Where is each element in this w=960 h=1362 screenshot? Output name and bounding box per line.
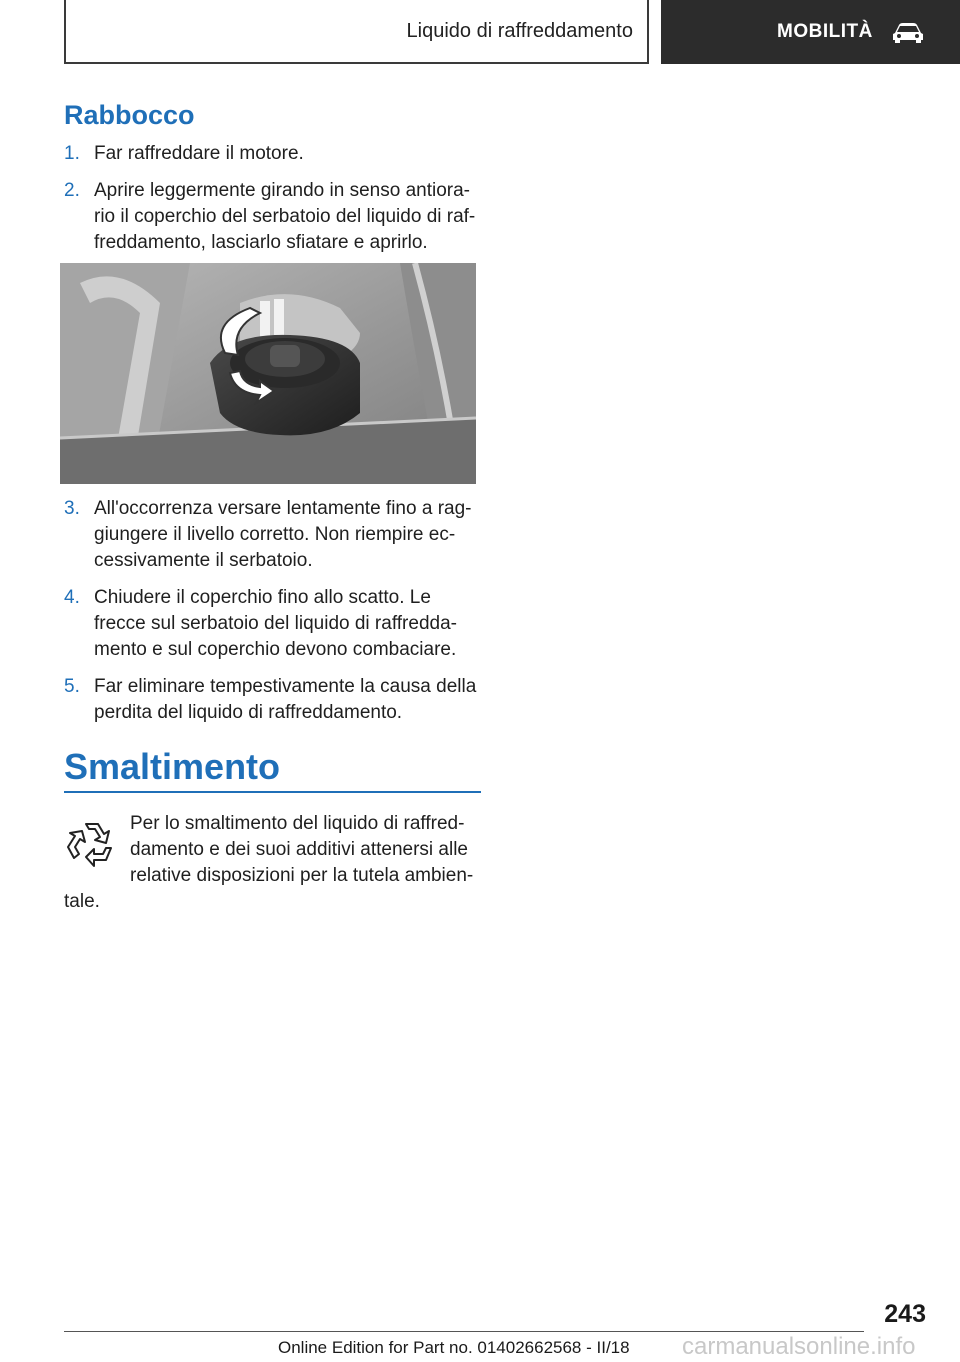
step-text: Aprire leggermente girando in senso antiora- rio il coperchio del serbatoio del liquido di raf- freddamento, lasciarlo sfiatare e aprirlo.	[94, 180, 476, 253]
note-line: tale.	[64, 891, 100, 912]
step-text: Far eliminare tempestivamente la causa della perdita del liquido di raffreddamento.	[94, 676, 477, 723]
steps-list-before	[64, 141, 478, 267]
list-item	[64, 141, 478, 167]
steps-list-after	[64, 496, 478, 737]
step-text: Chiudere il coperchio fino allo scatto. Le frecce sul serbatoio del liquido di raffredda- mento e sul coperchio devono combaciare.	[94, 587, 457, 660]
watermark: carmanualsonline.info	[682, 1333, 916, 1360]
page-number: 243	[884, 1300, 926, 1328]
list-item	[64, 585, 478, 663]
step-number: 2.	[64, 180, 80, 201]
list-item	[64, 674, 478, 726]
footer-divider	[64, 1331, 864, 1332]
heading-divider	[64, 791, 481, 793]
step-number: 4.	[64, 587, 80, 608]
disposal-note	[64, 811, 478, 915]
header-title: Liquido di raffreddamento	[406, 19, 633, 42]
note-line: relative disposizioni per la tutela ambien-	[130, 865, 474, 886]
step-number: 5.	[64, 676, 80, 697]
step-text: Far raffreddare il motore.	[94, 143, 304, 164]
section-heading-rabbocco: Rabbocco	[64, 100, 195, 130]
step-number: 3.	[64, 498, 80, 519]
step-text: All'occorrenza versare lentamente fino a rag- giungere il livello corretto. Non riempire ec- cessivamente il serbatoio.	[94, 498, 472, 571]
step-number: 1.	[64, 143, 80, 164]
header-section-label: MOBILITÀ	[777, 21, 873, 42]
header-title-box	[64, 0, 649, 64]
note-line: Per lo smaltimento del liquido di raffred-	[130, 813, 465, 834]
car-icon	[891, 21, 925, 43]
list-item	[64, 178, 478, 256]
footer-edition: Online Edition for Part no. 01402662568 - II/18	[278, 1338, 630, 1357]
coolant-cap-photo	[60, 263, 476, 484]
section-heading-smaltimento: Smaltimento	[64, 746, 281, 787]
note-line: damento e dei suoi additivi attenersi alle	[130, 839, 468, 860]
header-section-box	[661, 0, 960, 64]
list-item	[64, 496, 478, 574]
